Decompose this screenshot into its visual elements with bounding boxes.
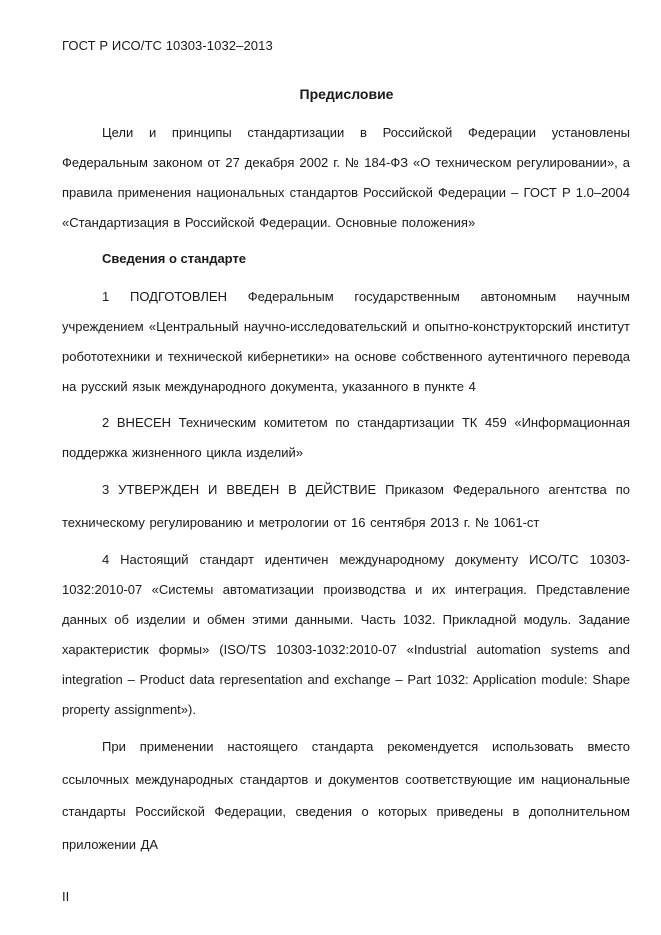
standard-info-heading: Сведения о стандарте: [102, 251, 247, 266]
intro-paragraph: Цели и принципы стандартизации в Российской Федерации установлены Федеральным законом от 27 декабря 2002 г. № 184-ФЗ «О техническом регулировании», а правила применения национальных стандартов Российской Федерации – ГОСТ Р 1.0–2004 «Стандартизация в Российской Федерации. Основные положения»: [62, 125, 630, 230]
document-code: ГОСТ Р ИСО/ТС 10303-1032–2013: [62, 38, 273, 53]
item-2-paragraph: 2 ВНЕСЕН Техническим комитетом по стандартизации ТК 459 «Информационная поддержка жизненного цикла изделий»: [62, 415, 630, 460]
note-paragraph: При применении настоящего стандарта рекомендуется использовать вместо ссылочных международных стандартов и документов соответствующие им национальные стандарты Российской Федерации, сведения о которых приведены в дополнительном приложении ДА: [62, 739, 630, 852]
item-1-paragraph: 1 ПОДГОТОВЛЕН Федеральным государственным автономным научным учреждением «Центральный научно-исследовательский и опытно-конструкторский институт робототехники и технической кибернетики» на основе собственного аутентичного перевода на русский язык международного документа, указанного в пункте 4: [62, 289, 630, 394]
document-body: [62, 118, 630, 867]
page-number: II: [62, 889, 70, 904]
item-4-paragraph: 4 Настоящий стандарт идентичен международному документу ИСО/ТС 10303-1032:2010-07 «Системы автоматизации производства и их интеграция. Представление данных об изделии и обмен этими данными. Часть 1032. Прикладной модуль. Задание характеристик формы» (ISO/TS 10303-1032:2010-07 «Industrial automation systems and integration – Product data representation and exchange – Part 1032: Application module: Shape property assignment»).: [62, 552, 630, 717]
item-3-paragraph: 3 УТВЕРЖДЕН И ВВЕДЕН В ДЕЙСТВИЕ Приказом Федерального агентства по техническому регулированию и метрологии от 16 сентября 2013 г. № 1061-ст: [62, 482, 630, 530]
page-title: Предисловие: [299, 86, 394, 102]
